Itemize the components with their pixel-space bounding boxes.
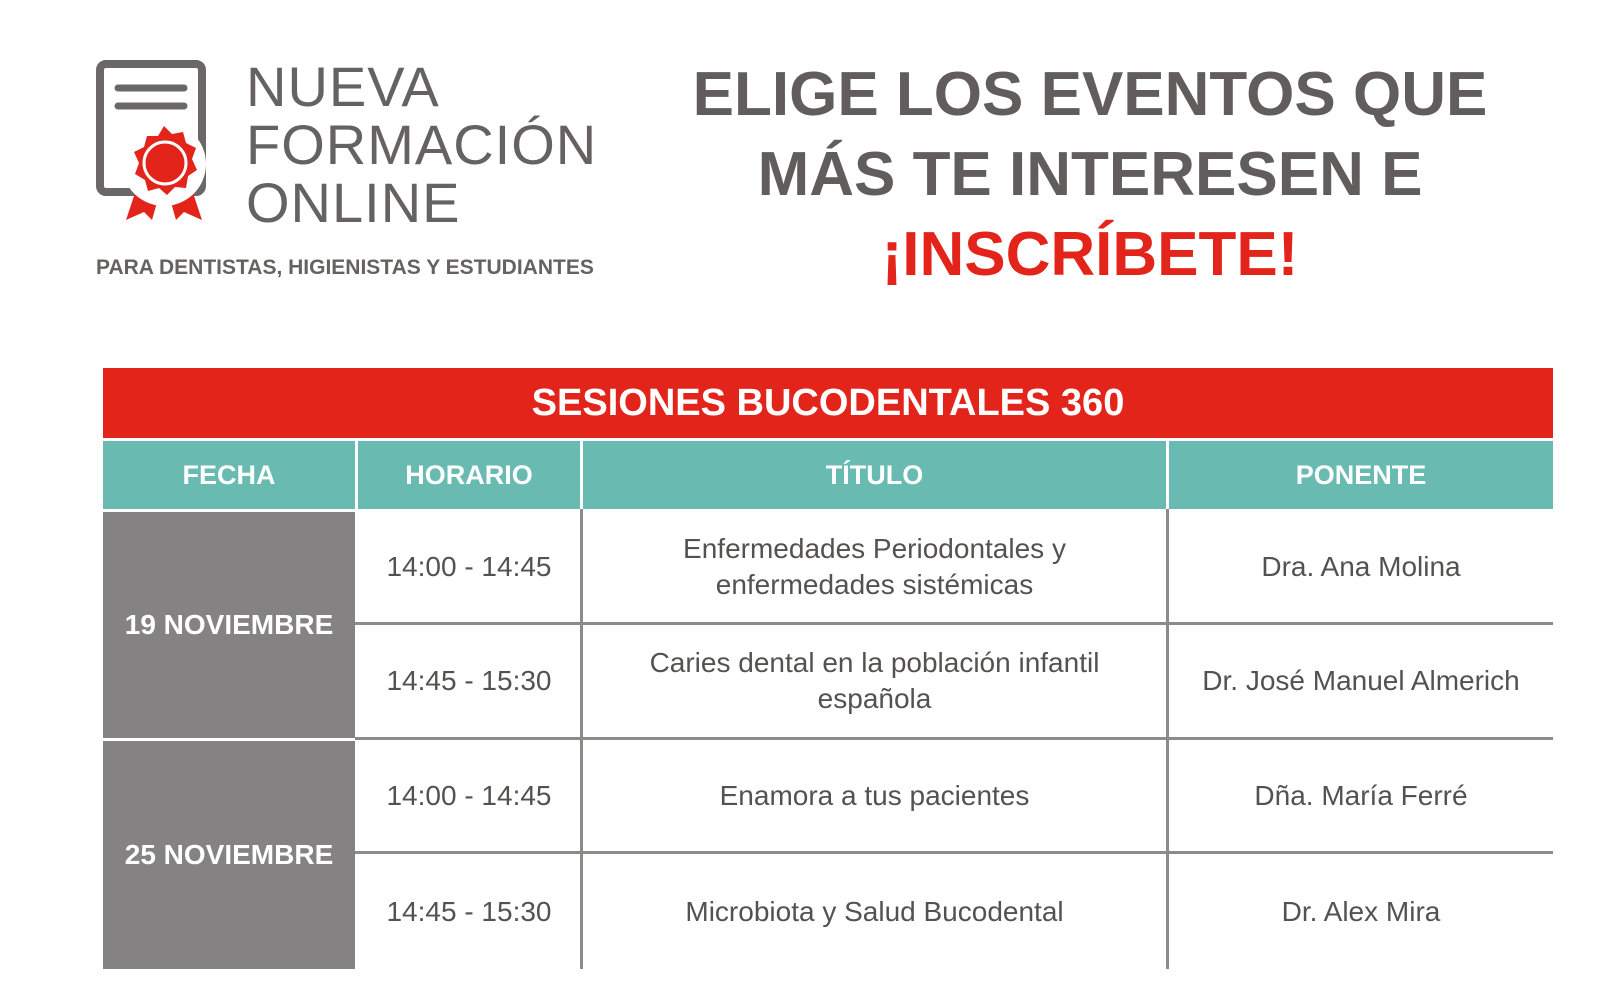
certificate-icon: [96, 60, 216, 225]
column-header-speaker: PONENTE: [1169, 441, 1553, 509]
session-title: Enfermedades Periodontales y enfermedades sistémicas: [683, 533, 1066, 600]
session-title: Caries dental en la población infantil española: [649, 647, 1100, 714]
session-speaker: Dr. Alex Mira: [1281, 895, 1441, 927]
session-title: Microbiota y Salud Bucodental: [685, 895, 1064, 927]
brand-title-line: ONLINE: [246, 171, 461, 234]
session-speaker: Dra. Ana Molina: [1261, 551, 1461, 582]
headline-cta: ¡INSCRÍBETE!: [881, 220, 1299, 289]
brand-subtitle: PARA DENTISTAS, HIGIENISTAS Y ESTUDIANTES: [96, 256, 594, 279]
date-cell: 25 NOVIEMBRE: [103, 741, 355, 969]
column-header-title: TÍTULO: [583, 441, 1166, 509]
column-header-time: HORARIO: [358, 441, 580, 509]
brand-title-line: FORMACIÓN: [246, 113, 598, 176]
session-title: Enamora a tus pacientes: [719, 779, 1030, 811]
session-time: 14:00 - 14:45: [386, 779, 552, 811]
brand-title: [246, 55, 598, 234]
session-speaker: Dña. María Ferré: [1254, 779, 1468, 811]
brand-title-line: NUEVA: [246, 55, 440, 118]
date-cell: 19 NOVIEMBRE: [103, 512, 355, 738]
headline-line: MÁS TE INTERESEN E: [757, 140, 1423, 209]
schedule-title: SESIONES BUCODENTALES 360: [103, 368, 1553, 438]
headline-line: ELIGE LOS EVENTOS QUE: [692, 60, 1488, 129]
column-header-date: FECHA: [103, 441, 355, 509]
session-time: 14:45 - 15:30: [386, 665, 552, 696]
headline: [690, 55, 1490, 295]
session-speaker: Dr. José Manuel Almerich: [1202, 665, 1520, 696]
session-time: 14:00 - 14:45: [386, 551, 552, 582]
session-time: 14:45 - 15:30: [386, 895, 552, 927]
